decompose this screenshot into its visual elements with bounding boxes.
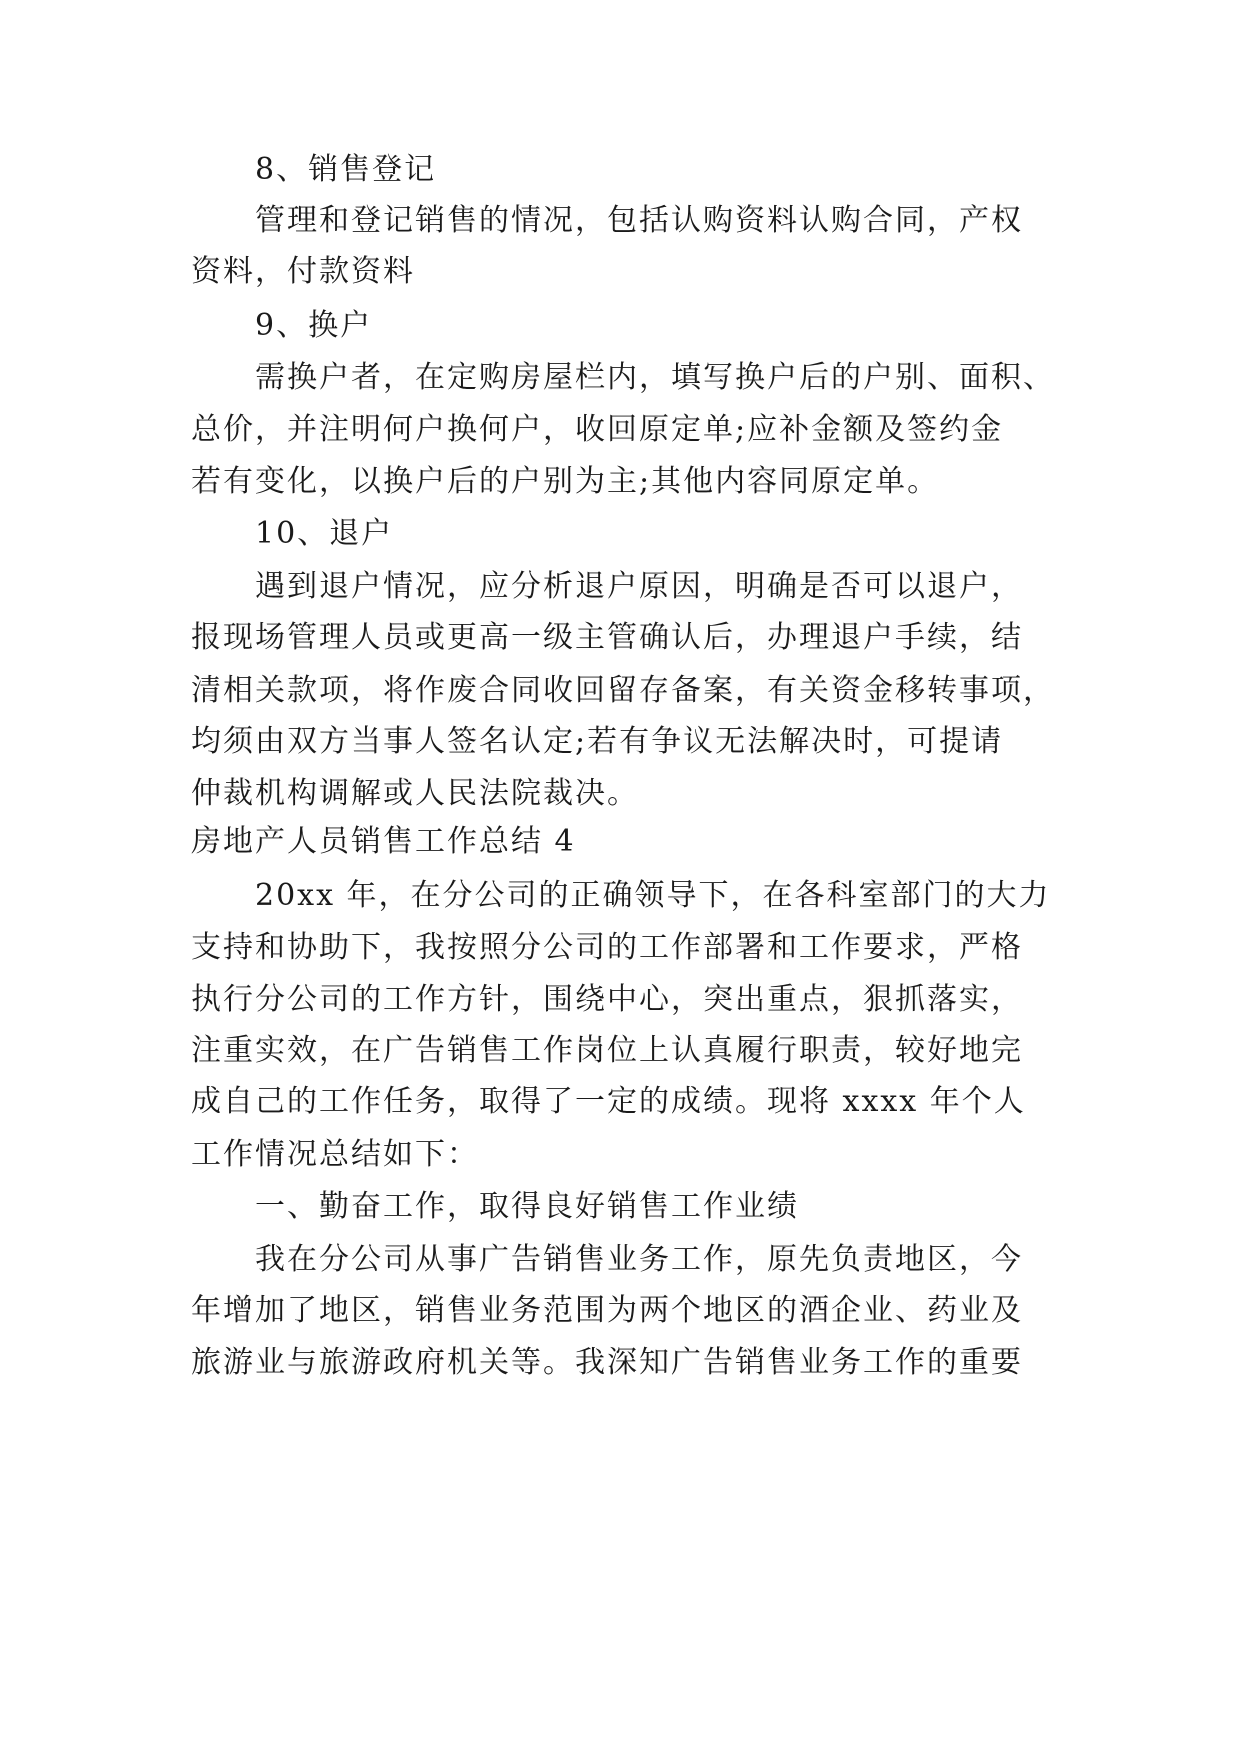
paragraph-line: 总价，并注明何户换何户，收回原定单;应补金额及签约金	[191, 412, 1004, 447]
paragraph-line: 仲裁机构调解或人民法院裁决。	[191, 776, 639, 811]
paragraph-line: 均须由双方当事人签名认定;若有争议无法解决时，可提请	[191, 724, 1004, 759]
paragraph-line: 遇到退户情况，应分析退户原因，明确是否可以退户，	[255, 569, 1023, 604]
paragraph-line: 清相关款项，将作废合同收回留存备案，有关资金移转事项，	[191, 673, 1055, 708]
section-heading-diligent-work: 一、勤奋工作，取得良好销售工作业绩	[255, 1189, 799, 1224]
paragraph-line: 管理和登记销售的情况，包括认购资料认购合同，产权	[255, 203, 1023, 238]
paragraph-line: 执行分公司的工作方针，围绕中心，突出重点，狠抓落实，	[191, 982, 1023, 1017]
section-heading-change-unit: 9、换户	[255, 308, 373, 343]
paragraph-line: 年增加了地区，销售业务范围为两个地区的酒企业、药业及	[191, 1293, 1023, 1328]
paragraph-line: 资料，付款资料	[191, 254, 415, 289]
paragraph-line: 若有变化，以换户后的户别为主;其他内容同原定单。	[191, 464, 940, 499]
paragraph-line: 20xx 年，在分公司的正确领导下，在各科室部门的大力	[255, 878, 1051, 913]
paragraph-line: 我在分公司从事广告销售业务工作，原先负责地区，今	[255, 1242, 1023, 1277]
paragraph-line: 成自己的工作任务，取得了一定的成绩。现将 xxxx 年个人	[191, 1084, 1026, 1119]
paragraph-line: 注重实效，在广告销售工作岗位上认真履行职责，较好地完	[191, 1033, 1023, 1068]
paragraph-line: 报现场管理人员或更高一级主管确认后，办理退户手续，结	[191, 620, 1023, 655]
paragraph-line: 支持和协助下，我按照分公司的工作部署和工作要求，严格	[191, 930, 1023, 965]
paragraph-line: 需换户者，在定购房屋栏内，填写换户后的户别、面积、	[255, 360, 1055, 395]
paragraph-line: 工作情况总结如下：	[191, 1137, 479, 1172]
section-heading-sales-registration: 8、销售登记	[255, 152, 437, 187]
section-heading-cancel-unit: 10、退户	[255, 516, 394, 551]
paragraph-line: 旅游业与旅游政府机关等。我深知广告销售业务工作的重要	[191, 1345, 1023, 1380]
document-section-title: 房地产人员销售工作总结 4	[191, 824, 576, 859]
